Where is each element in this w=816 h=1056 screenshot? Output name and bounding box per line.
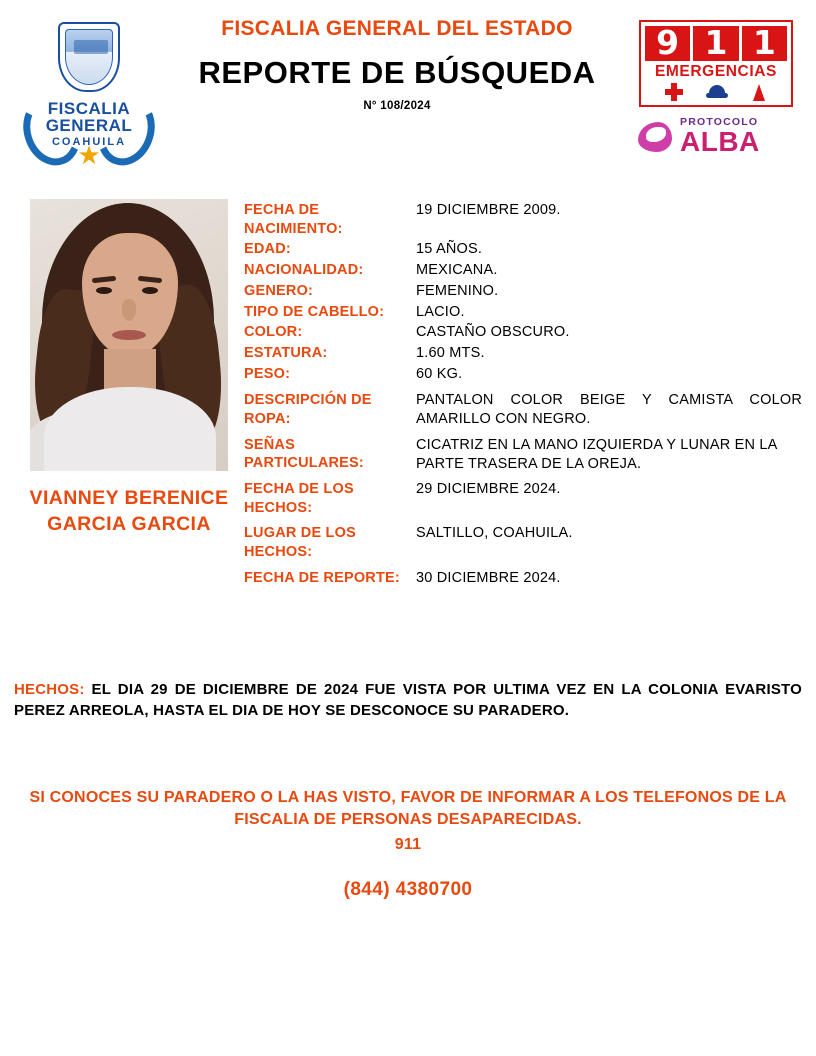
- table-row: [244, 240, 802, 261]
- fiscalia-logo-line1: FISCALIA: [47, 99, 131, 118]
- field-value: 29 DICIEMBRE 2024.: [416, 481, 561, 498]
- field-label: COLOR:: [244, 324, 303, 341]
- badge-911-digit-1: 9: [645, 26, 690, 61]
- star-icon: ★: [77, 139, 101, 170]
- table-row: [244, 524, 802, 568]
- photo-column: [14, 195, 244, 538]
- field-label: NACIONALIDAD:: [244, 261, 364, 278]
- badge-911-digit-2: 1: [693, 26, 738, 61]
- field-value: 60 KG.: [416, 366, 463, 383]
- fiscalia-logo-line2: GENERAL: [45, 116, 133, 136]
- hechos-label: HECHOS:: [14, 681, 85, 699]
- table-row: [244, 480, 802, 524]
- field-value: PANTALON COLOR BEIGE Y CAMISTA COLOR AMARILLO CON NEGRO.: [416, 392, 802, 427]
- field-value: 15 AÑOS.: [416, 241, 483, 258]
- dove-icon: [636, 116, 676, 158]
- table-row: [244, 201, 802, 240]
- victim-name: VIANNEY BERENICE GARCIA GARCIA: [29, 487, 229, 536]
- contact-phone: (844) 4380700: [343, 878, 473, 900]
- field-label: FECHA DE LOS HECHOS:: [244, 481, 354, 516]
- field-label: TIPO DE CABELLO:: [244, 303, 385, 320]
- field-label: SEÑAS PARTICULARES:: [244, 436, 364, 472]
- table-row: [244, 303, 802, 324]
- title-block: [164, 10, 630, 112]
- fiscalia-logo: [14, 10, 164, 168]
- table-row: [244, 365, 802, 391]
- document-header: [0, 0, 816, 195]
- field-label: DESCRIPCIÓN DE ROPA:: [244, 392, 372, 427]
- document-number: N° 108/2024: [363, 100, 431, 113]
- report-body: [0, 195, 816, 594]
- badge-911-digit-3: 1: [742, 26, 787, 61]
- field-label: ESTATURA:: [244, 345, 328, 362]
- fiscalia-logo-line3: COAHUILA: [51, 135, 127, 148]
- badge-911-icon-row: [641, 83, 791, 102]
- field-label: FECHA DE NACIMIENTO:: [244, 202, 343, 237]
- field-value: SALTILLO, COAHUILA.: [416, 525, 573, 542]
- fields-column: [244, 195, 802, 594]
- field-value: LACIO.: [416, 303, 465, 320]
- field-value: MEXICANA.: [416, 261, 498, 278]
- field-label: FECHA DE REPORTE:: [244, 569, 400, 586]
- table-row: [244, 436, 802, 481]
- fire-flame-icon: [751, 83, 767, 101]
- field-label: PESO:: [244, 366, 291, 383]
- badge-911-digits: [641, 24, 791, 61]
- coahuila-crest-icon: [58, 22, 120, 96]
- table-row: [244, 282, 802, 303]
- medical-cross-icon: [665, 83, 683, 101]
- table-row: [244, 569, 802, 595]
- table-row: [244, 391, 802, 436]
- field-label: GENERO:: [244, 282, 314, 299]
- emergency-logos: [630, 10, 802, 158]
- alba-label: ALBA: [680, 126, 760, 158]
- hechos-section: [14, 680, 802, 720]
- document-title: REPORTE DE BÚSQUEDA: [198, 55, 596, 91]
- field-value: FEMENINO.: [416, 282, 499, 299]
- appeal-section: [14, 787, 802, 857]
- hechos-text: EL DIA 29 DE DICIEMBRE DE 2024 FUE VISTA POR ULTIMA VEZ EN LA COLONIA EVARISTO PEREZ ARREOLA, HASTA EL DIA DE HOY SE DESCONOCE SU PARADERO.: [14, 681, 802, 719]
- field-label: EDAD:: [244, 241, 291, 258]
- victim-photo: [30, 199, 228, 471]
- details-table: [244, 201, 802, 594]
- badge-911-label: EMERGENCIAS: [654, 62, 777, 80]
- field-value: 19 DICIEMBRE 2009.: [416, 202, 561, 218]
- table-row: [244, 323, 802, 344]
- protocolo-label: PROTOCOLO: [680, 115, 759, 128]
- badge-911: [639, 20, 793, 107]
- protocolo-alba-logo: [636, 116, 796, 158]
- field-value: CICATRIZ EN LA MANO IZQUIERDA Y LUNAR EN LA PARTE TRASERA DE LA OREJA.: [416, 436, 777, 472]
- field-value: 30 DICIEMBRE 2024.: [416, 569, 561, 586]
- organization-title: FISCALIA GENERAL DEL ESTADO: [221, 17, 573, 40]
- protocolo-alba-text: [680, 117, 760, 157]
- appeal-text: SI CONOCES SU PARADERO O LA HAS VISTO, FAVOR DE INFORMAR A LOS TELEFONOS DE LA FISCALIA DE PERSONAS DESAPARECIDAS.: [29, 788, 787, 829]
- field-label: LUGAR DE LOS HECHOS:: [244, 525, 356, 561]
- emergency-number: 911: [394, 836, 422, 854]
- field-value: CASTAÑO OBSCURO.: [416, 324, 570, 341]
- table-row: [244, 344, 802, 365]
- field-value: 1.60 MTS.: [416, 345, 485, 362]
- table-row: [244, 261, 802, 282]
- police-cap-icon: [706, 85, 728, 99]
